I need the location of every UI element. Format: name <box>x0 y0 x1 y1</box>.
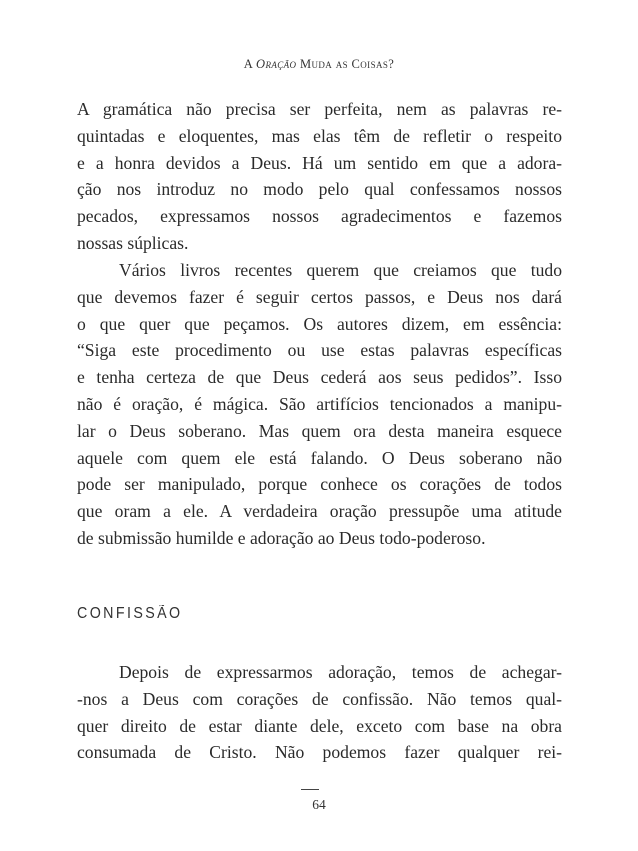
text-line: quintadas e eloquentes, mas elas têm de refletir o respeito <box>77 125 562 146</box>
running-header-part1: A <box>243 57 257 71</box>
text-line: e tenha certeza de que Deus cederá aos seus pedidos”. Isso <box>77 367 562 388</box>
running-header-part3: Muda as Coisas? <box>296 57 395 71</box>
text-line: consumada de Cristo. Não podemos fazer qualquer rei- <box>77 742 562 763</box>
paragraph-2 <box>77 257 562 552</box>
text-line: lar o Deus soberano. Mas quem ora desta maneira esquece <box>77 420 562 441</box>
running-header-italic: Oração <box>256 57 297 71</box>
text-line: pecados, expressamos nossos agradecimentos e fazemos <box>77 206 562 227</box>
text-line: nossas súplicas. <box>77 232 189 253</box>
text-line: A gramática não precisa ser perfeita, nem as palavras re- <box>77 99 562 119</box>
text-line: aquele com quem ele está falando. O Deus soberano não <box>77 447 562 468</box>
text-line: “Siga este procedimento ou use estas palavras específicas <box>77 340 562 361</box>
text-line: de submissão humilde e adoração ao Deus todo-poderoso. <box>77 527 486 548</box>
text-line: e a honra devidos a Deus. Há um sentido em que a adora- <box>77 152 562 173</box>
text-line: -nos a Deus com corações de confissão. Não temos qual- <box>77 688 562 709</box>
page-number: 64 <box>312 797 326 812</box>
text-line: que oram a ele. A verdadeira oração pressupõe uma atitude <box>77 501 562 522</box>
paragraph-1 <box>77 96 562 257</box>
text-line: quer direito de estar diante dele, exceto com base na obra <box>77 715 562 736</box>
paragraph-3 <box>77 659 562 766</box>
footer-rule <box>301 789 319 790</box>
text-line: Depois de expressarmos adoração, temos de achegar- <box>119 662 562 682</box>
text-line: ção nos introduz no modo pelo qual confessamos nossos <box>77 179 562 200</box>
text-line: não é oração, é mágica. São artifícios tencionados a manipu- <box>77 393 562 414</box>
text-line: que devemos fazer é seguir certos passos, e Deus nos dará <box>77 286 562 307</box>
section-heading: CONFISSÃO <box>77 605 183 622</box>
running-header <box>0 57 638 72</box>
text-line: o que quer que peçamos. Os autores dizem, em essência: <box>77 313 562 334</box>
text-line: Vários livros recentes querem que creiamos que tudo <box>119 260 562 280</box>
text-line: pode ser manipulado, porque conhece os corações de todos <box>77 474 562 495</box>
